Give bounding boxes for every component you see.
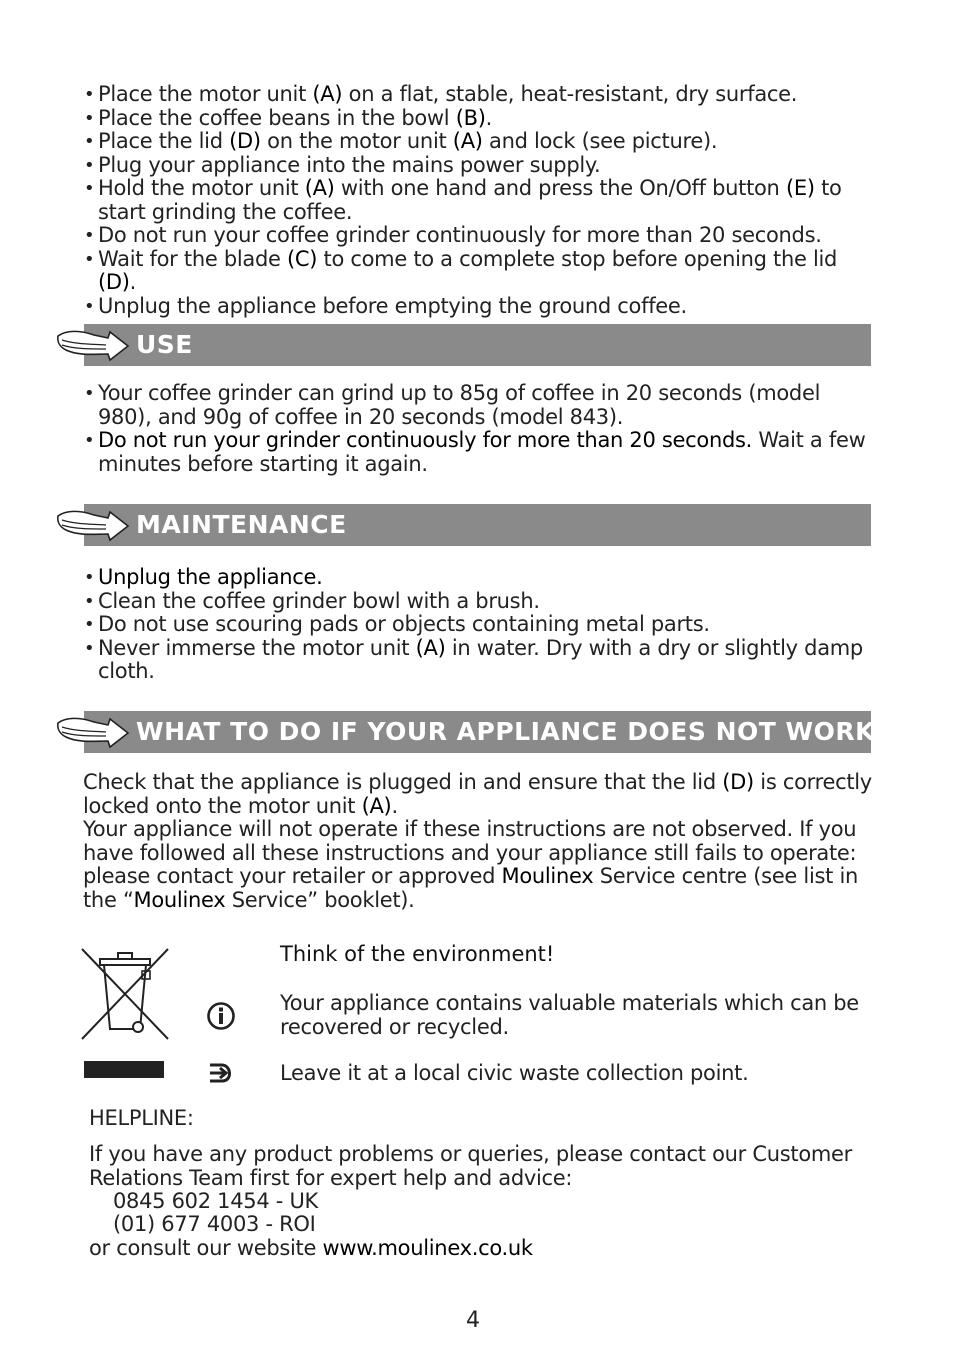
section-header-troubleshoot [84, 711, 875, 753]
crossed-out-wheelie-bin-icon [80, 946, 170, 1078]
environment-info-text: Your appliance contains valuable materials which can be recovered or recycled. [280, 991, 859, 1039]
list-item [84, 83, 874, 107]
reference-text: (A) [415, 635, 446, 660]
helpline-website-link[interactable]: www.moulinex.co.uk [322, 1236, 533, 1260]
reference-text: (D) [98, 270, 130, 294]
reference-text: Do not run your grinder continuously for more than 20 seconds. [98, 428, 753, 452]
body-text: Clean the coffee grinder bowl with a brush. [98, 588, 540, 613]
section-title-maintenance: MAINTENANCE [136, 510, 347, 539]
body-text: Unplug the appliance before emptying the ground coffee. [98, 293, 687, 318]
body-text: . [129, 270, 137, 294]
body-text: to come to a complete stop before opening the lid [317, 246, 838, 271]
body-text: Check that the appliance is plugged in and ensure that the lid [83, 770, 723, 794]
list-item [84, 566, 874, 590]
list-item [84, 590, 874, 614]
setup-instructions-list [84, 83, 874, 318]
helpline-website-line [89, 1237, 879, 1261]
troubleshoot-paragraph-2 [83, 818, 873, 912]
body-text: in water. Dry with a dry or slightly damp cloth. [98, 635, 863, 683]
reference-text: (C) [286, 246, 318, 271]
body-text: Wait for the blade [98, 246, 287, 271]
hand-pointer-icon [56, 324, 132, 364]
troubleshoot-paragraph-1 [83, 771, 873, 818]
body-text: is correctly locked onto the motor unit [83, 770, 872, 818]
list-item [84, 177, 874, 224]
section-title-use: USE [136, 330, 193, 359]
reference-text: Moulinex [501, 864, 594, 888]
body-text: Service centre (see list in the “ [83, 864, 858, 912]
list-item [84, 107, 874, 131]
body-text: Wait a few minutes before starting it again. [98, 428, 866, 476]
use-list [84, 382, 874, 476]
body-text: Never immerse the motor unit [98, 635, 416, 660]
section-title-troubleshoot: WHAT TO DO IF YOUR APPLIANCE DOES NOT WORK [136, 717, 875, 746]
reference-text: Unplug the appliance. [98, 565, 323, 589]
reference-text: (A) [304, 176, 335, 200]
body-text: . [485, 105, 493, 130]
list-item [84, 224, 874, 248]
body-text: Plug your appliance into the mains power supply. [98, 152, 601, 177]
body-text: Your appliance will not operate if these instructions are not observed. If you have followed all these instructions and your appliance still fails to operate: please contact your retailer or approved [83, 817, 857, 888]
body-text: Do not use scouring pads or objects containing metal parts. [98, 612, 710, 636]
environment-title: Think of the environment! [280, 942, 555, 966]
section-header-use [84, 324, 871, 366]
list-item [84, 154, 874, 178]
body-text: Place the motor unit [98, 82, 313, 106]
list-item [84, 382, 874, 429]
body-text: Your coffee grinder can grind up to 85g of coffee in 20 seconds (model 980), and 90g of coffee in 20 seconds (model 843). [98, 381, 821, 429]
reference-text: (A) [361, 793, 392, 818]
body-text: Do not run your coffee grinder continuously for more than 20 seconds. [98, 223, 822, 247]
reference-text: (D) [722, 770, 754, 794]
reference-text: (B) [455, 105, 486, 130]
arrow-right-icon [206, 1060, 236, 1086]
reference-text: (A) [452, 129, 483, 153]
list-item [84, 637, 874, 684]
environment-disposal-text: Leave it at a local civic waste collection point. [280, 1061, 749, 1085]
helpline-title: HELPLINE: [89, 1106, 194, 1130]
helpline-phone-roi: (01) 677 4003 - ROI [113, 1212, 316, 1236]
body-text: on the motor unit [260, 129, 453, 153]
body-text: Place the lid [98, 129, 230, 153]
page-number: 4 [466, 1308, 480, 1333]
reference-text: Moulinex [133, 887, 226, 912]
section-header-maintenance [84, 504, 871, 546]
maintenance-list [84, 566, 874, 684]
hand-pointer-icon [56, 504, 132, 544]
list-item [84, 130, 874, 154]
body-text: with one hand and press the On/Off button [334, 176, 786, 200]
body-text: to start grinding the coffee. [98, 176, 842, 224]
helpline-website-prefix: or consult our website [89, 1236, 323, 1260]
list-item [84, 295, 874, 319]
body-text: Service” booklet). [225, 887, 415, 912]
helpline-text: If you have any product problems or queries, please contact our Customer Relations Team first for expert help and advice: [89, 1142, 852, 1190]
body-text: Hold the motor unit [98, 176, 305, 200]
reference-text: (A) [312, 82, 343, 106]
info-icon [206, 1001, 236, 1031]
reference-text: (E) [785, 176, 815, 200]
hand-pointer-icon [56, 711, 132, 751]
body-text: Place the coffee beans in the bowl [98, 105, 456, 130]
body-text: . [391, 793, 398, 818]
helpline-phone-uk: 0845 602 1454 - UK [113, 1189, 318, 1213]
reference-text: (D) [229, 129, 261, 153]
body-text: on a flat, stable, heat-resistant, dry surface. [342, 82, 798, 106]
list-item [84, 613, 874, 637]
list-item [84, 429, 874, 476]
list-item [84, 248, 874, 295]
body-text: and lock (see picture). [482, 129, 718, 153]
